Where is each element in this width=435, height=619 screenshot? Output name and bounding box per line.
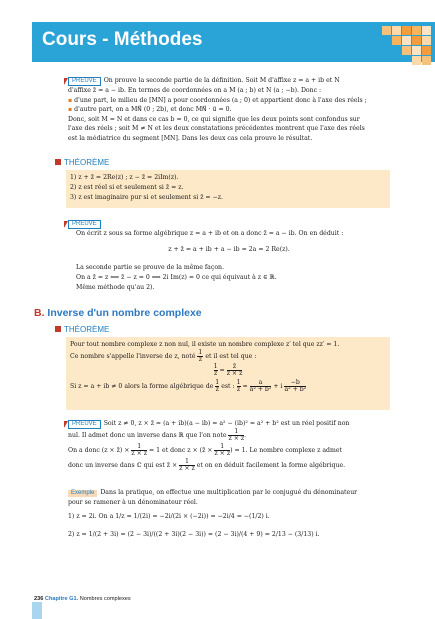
decor-square	[392, 26, 401, 35]
decor-square	[412, 26, 421, 35]
fraction: $\frac{1}{z \times z̄}$	[131, 443, 148, 457]
fraction: $\frac{1}{z}$	[198, 349, 203, 363]
decor-square	[402, 46, 411, 55]
fraction: $\frac{1}{z \times z̄}$	[179, 458, 195, 472]
decor-square	[382, 26, 391, 35]
proof-text: La seconde partie se prouve de la même façon.	[76, 264, 224, 271]
fraction: $\frac{1}{z}$	[213, 363, 218, 377]
square-icon	[55, 159, 61, 165]
proof-text: Même méthode qu'au 2).	[76, 284, 155, 291]
proof-tag: PREUVE	[68, 220, 101, 229]
square-icon	[55, 326, 61, 332]
page-footer	[34, 596, 131, 602]
decor-square	[422, 36, 431, 45]
chapter-label: Chapitre G1.	[44, 596, 79, 602]
chapter-name: Nombres complexes	[79, 596, 131, 602]
theorem-text: Pour tout nombre complexe z non nul, il existe un nombre complexe z′ tel que zz′ = 1.	[70, 341, 340, 348]
theorem-text: Ce nombre s'appelle l'inverse de z, noté	[70, 353, 196, 360]
proof-text: d'autre part, on a MN⃗ (0 ; 2b), et donc MN⃗ · u⃗ = 0.	[74, 106, 232, 114]
proof-text: On a z̄ = z ⟺ z̄ − z = 0 ⟺ 2i Im(z) = 0 ce qui équivaut à z ∈ ℝ.	[76, 274, 277, 281]
proof-text: nul. Il admet donc un inverse dans ℝ que l'on note	[68, 432, 227, 439]
decor-square	[422, 46, 431, 55]
theorem-heading: THÉORÈME	[55, 325, 109, 334]
proof-text: est la médiatrice du segment [MN]. Dans les deux cas cela prouve le résultat.	[68, 134, 313, 142]
decor-square	[412, 56, 421, 65]
theorem-text: Si z = a + ib ≠ 0 alors la forme algébrique de	[70, 383, 214, 390]
proof-text: Soit z ≠ 0, z × z̄ = (a + ib)(a − ib) = a² − (ib)² = a² + b² est un réel positif non	[103, 420, 350, 427]
fraction: $\frac{1}{z}$	[215, 379, 220, 393]
theorem-item: 1) z + z̄ = 2Re(z) ; z − z̄ = 2iIm(z).	[70, 174, 179, 181]
decor-square	[392, 36, 401, 45]
proof-tag: PREUVE	[68, 420, 101, 429]
decor-square	[422, 26, 431, 35]
theorem-text: et il est tel que :	[205, 353, 257, 360]
theorem-box: Pour tout nombre complexe z non nul, il existe un nombre complexe z′ tel que zz′ = 1. Ce nombre s'appelle l'inverse de z, noté $\frac{1}{z}$ et il est tel que : $\frac{1}{z}$ = $\frac{z̄}{z \times z̄}$ Si z = a + ib ≠ 0 alors la forme algébrique de $\frac{1}{z}$ est : $\frac{1}{z}$ = $\frac{a}{\text{a² + b²}}$ + i $\frac{-b}{\text{a² + b²}}$	[66, 337, 390, 410]
footer-block	[32, 602, 42, 619]
proof-tag: PREUVE	[68, 77, 101, 86]
decor-square	[412, 36, 421, 45]
example-block	[68, 488, 390, 540]
proof-text: d'une part, le milieu de [MN] a pour coordonnées (a ; 0) et appartient donc à l'axe des réels ;	[74, 96, 367, 104]
bullet-icon: ▪	[68, 96, 75, 104]
proof-block	[68, 76, 390, 144]
page-number: 236	[34, 596, 44, 602]
proof-block	[68, 219, 390, 293]
example-text: pour se ramener à un dénominateur réel.	[68, 499, 198, 506]
fraction: $\frac{1}{z \times z̄}$	[228, 428, 245, 442]
example-item: 1) z = 2i. On a 1/z = 1/(2i) = −2i/(2i × (−2i)) = −2i/4 = −(1/2) i.	[68, 513, 270, 520]
proof-text: d'affixe z̄ = a − ib. En termes de coordonnées on a M (a ; b) et N (a ; −b). Donc :	[68, 87, 322, 94]
proof-text: On prouve la seconde partie de la définition. Soit M d'affixe z = a + ib et N	[103, 77, 340, 84]
fraction: $\frac{1}{z}$	[236, 379, 241, 393]
proof-block: PREUVE Soit z ≠ 0, z × z̄ = (a + ib)(a − ib) = a² − (ib)² = a² + b² est un réel positif non nul. Il admet donc un inverse dans ℝ que l'on note $\frac{1}{z \times z̄}$ . On a donc (z × z̄) × $\frac{1}{z \times z̄}$ = 1 et donc z × (z̄ × $\frac{1}{z \times z̄}$ ) = 1. Le nombre complexe z admet donc un inverse dans ℂ qui est z̄ × $\frac{1}{z \times z̄}$ et on en déduit facilement la forme algébrique.	[68, 420, 350, 472]
bullet-icon: ▪	[68, 106, 75, 114]
fraction: $\frac{-b}{\text{a² + b²}}$	[284, 379, 307, 393]
decor-square	[402, 26, 411, 35]
decor-square	[402, 36, 411, 45]
proof-equation: z + z̄ = a + ib + a − ib = 2a = 2 Re(z).	[168, 246, 290, 253]
theorem-item: 3) z est imaginaire pur si et seulement si z̄ = −z.	[70, 194, 223, 201]
decor-square	[412, 46, 421, 55]
theorem-item: 2) z est réel si et seulement si z̄ = z.	[70, 184, 184, 191]
theorem-heading: THÉORÈME	[55, 158, 109, 167]
proof-text: On écrit z sous sa forme algébrique z = a + ib et on a donc z̄ = a − ib. On en déduit :	[76, 230, 344, 237]
section-heading: B. Inverse d'un nombre complexe	[34, 307, 202, 319]
fraction: $\frac{z̄}{z \times z̄}$	[226, 363, 243, 377]
fraction: $\frac{1}{z \times z̄}$	[214, 443, 231, 457]
decor-square	[422, 56, 431, 65]
example-tag: Exemple	[68, 490, 97, 497]
example-item: 2) z = 1/(2 + 3i) = (2 − 3i)/((2 + 3i)(2 − 3i)) = (2 − 3i)/(4 + 9) = 2/13 − (3/13) i.	[68, 531, 320, 538]
page-title: Cours - Méthodes	[42, 29, 203, 50]
theorem-box	[66, 170, 390, 208]
fraction: $\frac{a}{\text{a² + b²}}$	[249, 379, 272, 393]
proof-text: Donc, soit M = N et dans ce cas b = 0, ce qui signifie que les deux points sont confondus sur	[68, 115, 360, 123]
proof-text: l'axe des réels ; soit M ≠ N et les deux constatations précédentes montrent que l'axe des réels	[68, 125, 365, 133]
page-header	[0, 22, 435, 62]
example-text: Dans la pratique, on effectue une multiplication par le conjugué du dénominateur	[100, 489, 358, 496]
